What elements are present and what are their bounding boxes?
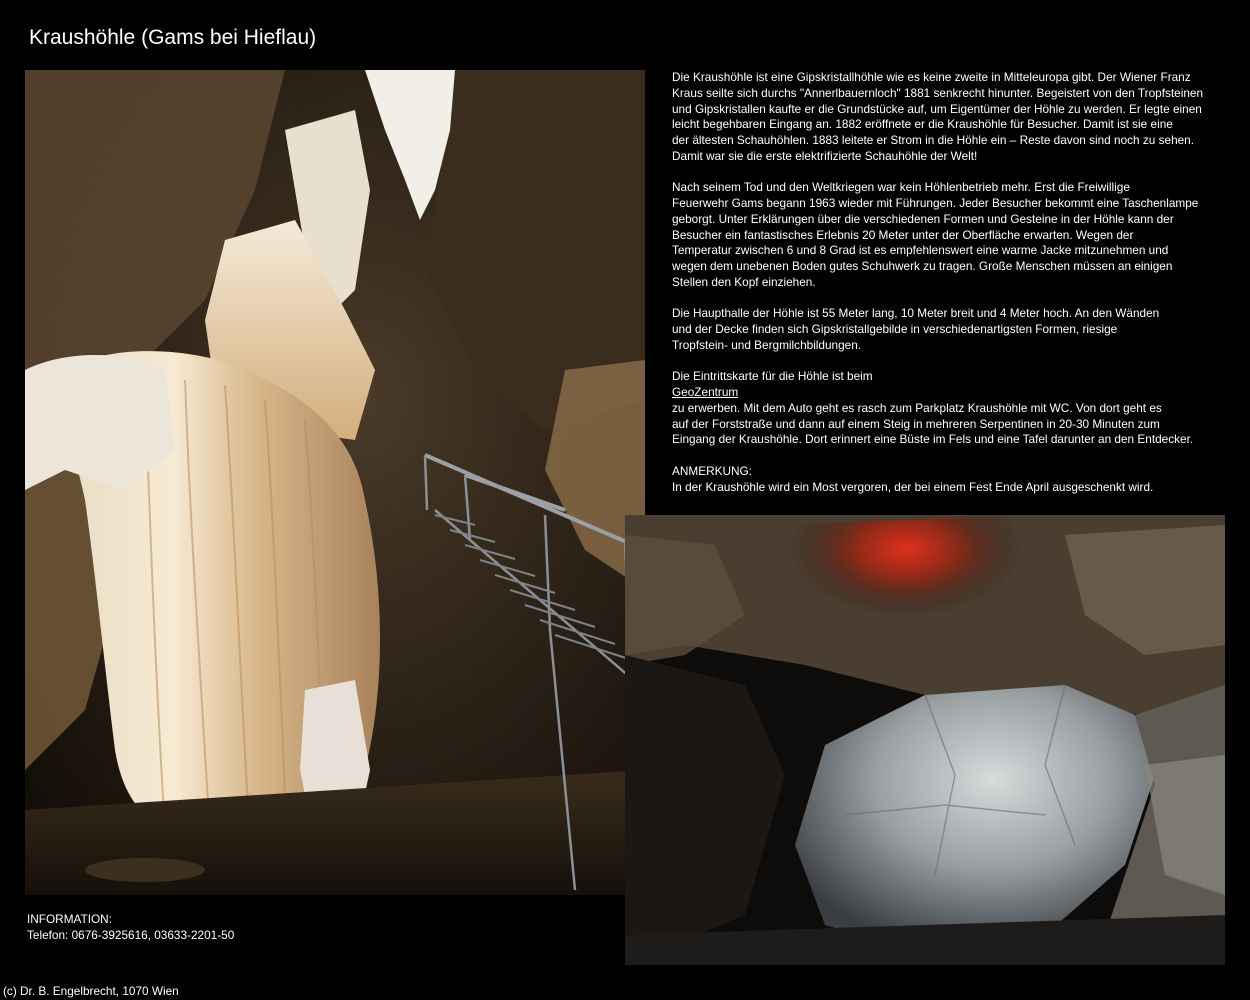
paragraph-directions: zu erwerben. Mit dem Auto geht es rasch zum Parkplatz Kraushöhle mit WC. Von dort geht es auf der Forststraße und dann auf einem Steig in mehreren Serpentinen in 20-30 Minuten zum Eingang der Kraushöhle. Dort erinnert eine Büste im Fels und eine Tafel darunter an den Entdecker. <box>672 400 1194 447</box>
description-text <box>672 70 1227 495</box>
paragraph-tickets-intro: Die Eintrittskarte für die Höhle ist beim <box>672 369 873 384</box>
paragraph-history: Die Kraushöhle ist eine Gipskristallhöhle wie es keine zweite in Mitteleuropa gibt. Der Wiener Franz Kraus seilte sich durchs "Annerlbauernloch" 1881 senkrecht hinunter. Begeistert von den Tropfsteinen und Gipskristallen kaufte er die Grundstücke auf, um Eigentümer der Höhle zu werden. Er legte einen leicht begehbaren Eingang an. 1882 eröffnete er die Kraushöhle für Besucher. Damit ist sie eine der ältesten Schauhöhlen. 1883 leitete er Strom in die Höhle ein – Reste davon sind noch zu sehen. Damit war sie die erste elektrifizierte Schauhöhle der Welt! <box>672 70 1204 163</box>
cave-photo-icon <box>25 70 645 895</box>
information-heading: INFORMATION: <box>27 912 112 926</box>
cave-photo-flowstone <box>25 70 645 895</box>
geozentrum-link[interactable]: GeoZentrum <box>672 385 739 399</box>
information-block <box>27 912 234 944</box>
cave-photo-boulder <box>625 515 1225 965</box>
note-heading: ANMERKUNG: <box>672 463 752 478</box>
note-text: In der Kraushöhle wird ein Most vergoren, der bei einem Fest Ende April ausgeschenkt wird. <box>672 479 1154 494</box>
page-title: Kraushöhle (Gams bei Hieflau) <box>29 26 317 49</box>
paragraph-operation: Nach seinem Tod und den Weltkriegen war kein Höhlenbetrieb mehr. Erst die Freiwillige Feuerwehr Gams begann 1963 wieder mit Führungen. Jeder Besucher bekommt eine Taschenlampe geborgt. Unter Erklärungen über die verschiedenen Formen und Gesteine in der Höhle kann der Besucher ein fantastisches Erlebnis 20 Meter unter der Oberfläche erwarten. Wegen der Temperatur zwischen 6 und 8 Grad ist es empfehlenswert eine warme Jacke mitzunehmen und wegen dem unebenen Boden gutes Schuhwerk zu tragen. Große Menschen müssen an einigen Stellen den Kopf einziehen. <box>672 180 1199 289</box>
paragraph-main-hall: Die Haupthalle der Höhle ist 55 Meter lang, 10 Meter breit und 4 Meter hoch. An den Wänden und der Decke finden sich Gipskristallgebilde in verschiedenartigsten Formen, riesige Tropfstein- und Bergmilchbildungen. <box>672 306 1160 352</box>
copyright-footer: (c) Dr. B. Engelbrecht, 1070 Wien <box>3 984 179 998</box>
cave-photo-icon <box>625 515 1225 965</box>
phone-numbers: Telefon: 0676-3925616, 03633-2201-50 <box>27 927 235 942</box>
